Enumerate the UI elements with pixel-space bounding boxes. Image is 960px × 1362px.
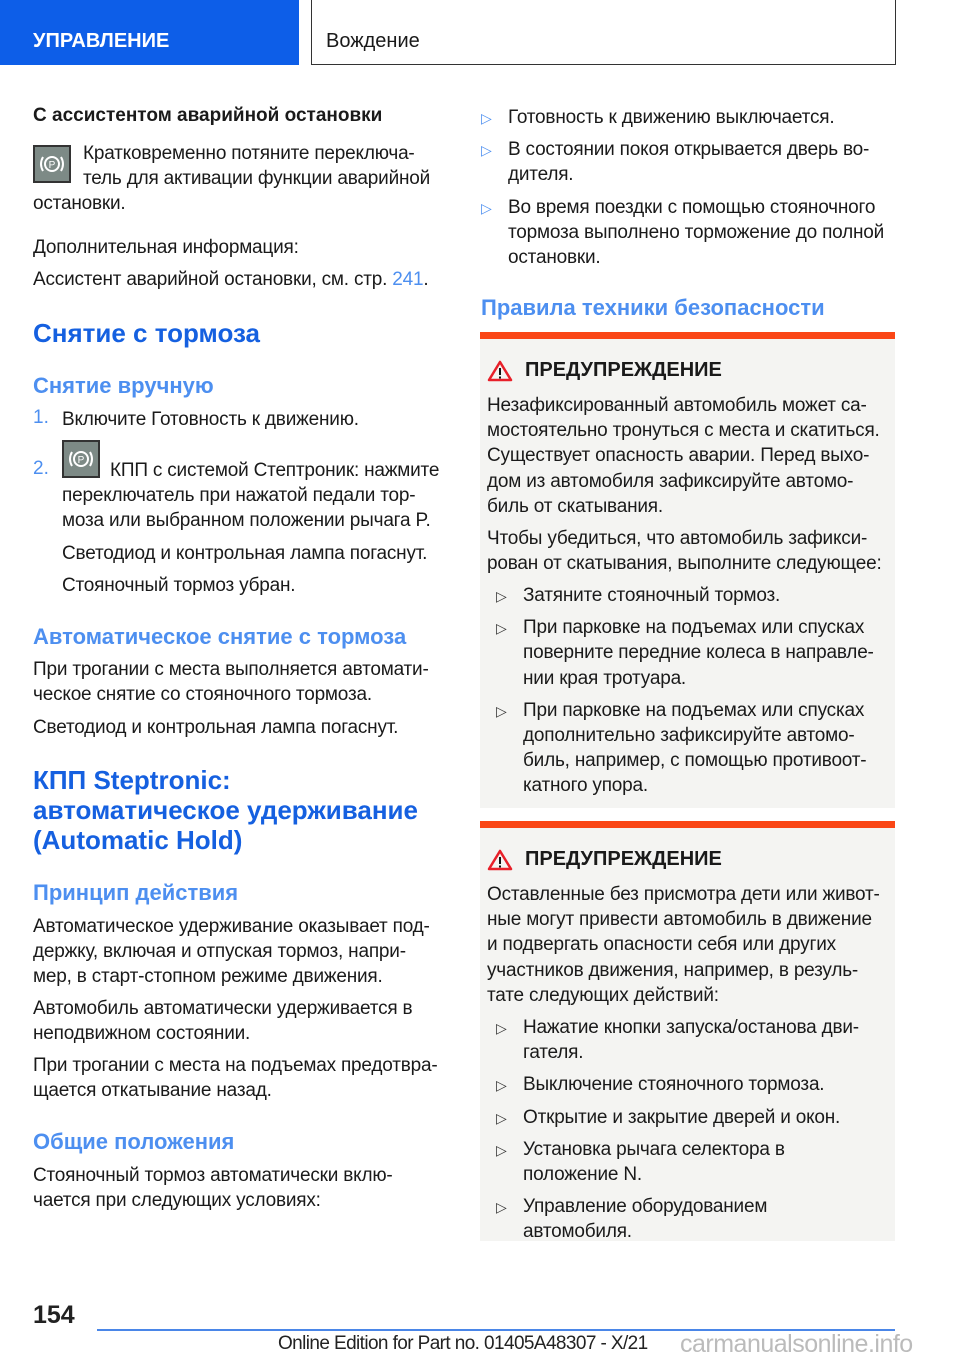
list-item — [496, 1194, 859, 1244]
text-line: биль, например, с помощью противоот- — [523, 750, 867, 772]
text-line: и подвергать опасности себя или других — [487, 934, 836, 956]
text-line: Автоматическое удерживание оказывает под- — [33, 916, 430, 937]
bullet-triangle-icon: ▷ — [496, 1020, 507, 1036]
text-line: Чтобы убедиться, что автомобиль зафикси- — [487, 528, 868, 549]
text-line: ческое снятие со стояночного тормоза. — [33, 684, 372, 706]
principle-text — [33, 996, 412, 1046]
auto-hold-heading — [33, 765, 418, 855]
bullet-triangle-icon: ▷ — [481, 142, 492, 159]
text-line: При трогании с места выполняется автомати- — [33, 659, 429, 680]
list-item — [496, 1105, 859, 1130]
list-item — [496, 1072, 859, 1097]
bullet-triangle-icon: ▷ — [496, 620, 507, 637]
text-line: КПП с системой Стептроник: нажмите — [110, 460, 440, 481]
text-line: В состоянии покоя открывается дверь во- — [508, 139, 870, 161]
warning-title: ПРЕДУПРЕЖДЕНИЕ — [525, 359, 722, 381]
text-line: Стояночный тормоз автоматически вклю- — [33, 1165, 393, 1186]
warning-header — [487, 359, 722, 382]
bullet-triangle-icon: ▷ — [481, 199, 492, 216]
text-line: Затяните стояночный тормоз. — [523, 585, 781, 606]
general-heading: Общие положения — [33, 1129, 235, 1154]
auto-release-note: Светодиод и контрольная лампа погаснут. — [33, 717, 399, 738]
warning-title: ПРЕДУПРЕЖДЕНИЕ — [525, 848, 722, 870]
principle-text — [33, 1053, 437, 1103]
section-tab: УПРАВЛЕНИЕ — [0, 0, 299, 65]
text-line: При трогании с места на подъемах предотвра- — [33, 1055, 438, 1076]
warning-box — [480, 339, 895, 808]
release-heading: Снятие с тормоза — [33, 318, 261, 348]
list-item — [481, 105, 901, 130]
step-2-note: Светодиод и контрольная лампа погаснут. — [62, 543, 428, 564]
svg-text:P: P — [48, 160, 56, 171]
text-line: Во время поездки с помощью стояночного — [508, 196, 876, 218]
list-item — [496, 1137, 859, 1187]
text-line: участников движения, например, в резуль- — [487, 959, 859, 981]
bullet-triangle-icon: ▷ — [496, 1077, 507, 1094]
text-line: Существует опасность аварии. Перед выхо- — [487, 445, 870, 467]
text-line: ные могут привести автомобиль в движение — [487, 909, 872, 931]
text-line: Нажатие кнопки запуска/останова дви- — [523, 1017, 859, 1038]
text-line: Оставленные без присмотра дети или живот- — [487, 884, 880, 905]
warning-header — [487, 848, 722, 871]
warning-text — [487, 526, 882, 576]
text-line: мостоятельно тронуться с места и скатиться. — [487, 420, 880, 442]
warning-list — [496, 583, 874, 806]
text-line: мер, в старт-стопном режиме движения. — [33, 966, 383, 988]
bullet-triangle-icon: ▷ — [496, 702, 507, 719]
text-line: Управление оборудованием — [523, 1196, 768, 1218]
text-line: При парковке на подъемах или спусках — [523, 699, 865, 721]
text-line: щается откатывание назад. — [33, 1080, 272, 1102]
principle-heading: Принцип действия — [33, 880, 239, 905]
text-line: КПП Steptronic: — [33, 765, 231, 795]
text-line: тате следующих действий: — [487, 984, 719, 1006]
bullet-triangle-icon: ▷ — [496, 1109, 507, 1126]
edition-text: Online Edition for Part no. 01405A48307 - X/21 — [278, 1333, 648, 1354]
text-line: Автомобиль автоматически удерживается в — [33, 998, 413, 1019]
warning-text — [487, 882, 880, 1008]
reference-text — [33, 267, 428, 292]
text-line: положение N. — [523, 1164, 642, 1186]
text-line: дом из автомобиля зафиксируйте автомо- — [487, 470, 854, 492]
auto-release-text — [33, 657, 429, 707]
step-2-text — [62, 458, 439, 534]
list-item — [481, 195, 901, 271]
bullet-triangle-icon: ▷ — [496, 1141, 507, 1158]
text-line: Кратковременно потяните переключа- — [83, 143, 415, 164]
warning-text — [487, 393, 880, 519]
list-item — [496, 698, 874, 799]
svg-text:P: P — [77, 455, 85, 466]
warning-list — [496, 1015, 859, 1252]
text-line: рован от скатывания, выполните следующее: — [487, 553, 882, 575]
text-line: (Automatic Hold) — [33, 825, 243, 855]
chapter-title: Вождение — [311, 0, 896, 65]
text-line: катного упора. — [523, 775, 648, 797]
page-link[interactable]: 241 — [392, 269, 424, 290]
text-line: дителя. — [508, 164, 574, 186]
auto-release-heading: Автоматическое снятие с тормоза — [33, 624, 407, 649]
step-2-note: Стояночный тормоз убран. — [62, 575, 296, 596]
step-number: 2. — [33, 458, 49, 479]
general-text — [33, 1163, 393, 1213]
watermark: carmanualsonline.info — [680, 1330, 913, 1358]
text-line: нии края тротуара. — [523, 667, 687, 689]
text-line: тель для активации функции аварийной — [83, 168, 431, 190]
text-line: Открытие и закрытие дверей и окон. — [523, 1106, 841, 1128]
list-item — [481, 137, 901, 187]
step-1-text: Включите Готовность к движению. — [62, 409, 359, 430]
list-item — [496, 615, 874, 691]
principle-text — [33, 914, 430, 990]
text-line: При парковке на подъемах или спусках — [523, 617, 865, 639]
bullet-triangle-icon: ▷ — [496, 1199, 507, 1216]
text-line: переключатель при нажатой педали тор- — [62, 485, 416, 507]
text-line: Готовность к движению выключается. — [508, 107, 835, 128]
text-line: гателя. — [523, 1042, 584, 1064]
text-line: тормоза выполнено торможение до полной — [508, 221, 885, 243]
text-line: моза или выбранном положении рычага P. — [62, 510, 431, 532]
list-item — [496, 1015, 859, 1065]
step-number: 1. — [33, 407, 49, 428]
manual-heading: Снятие вручную — [33, 373, 214, 398]
text-line: остановки. — [33, 193, 126, 215]
emergency-text — [33, 141, 453, 217]
warning-bar — [480, 821, 895, 828]
text-line: чается при следующих условиях: — [33, 1190, 321, 1212]
text-line: биль от скатывания. — [487, 495, 663, 517]
text-line: остановки. — [508, 247, 601, 269]
bullet-triangle-icon: ▷ — [481, 110, 492, 126]
text-line: автомобиля. — [523, 1221, 632, 1243]
period: . — [423, 269, 429, 290]
text-line: держку, включая и отпуская тормоз, напри- — [33, 941, 406, 963]
text-line: дополнительно зафиксируйте автомо- — [523, 725, 855, 747]
warning-bar — [480, 332, 895, 339]
page-number: 154 — [33, 1301, 75, 1329]
text-line: Установка рычага селектора в — [523, 1138, 785, 1160]
warning-box — [480, 828, 895, 1241]
text-line: Незафиксированный автомобиль может са- — [487, 395, 867, 416]
reference-label: Ассистент аварийной остановки, см. стр. — [33, 269, 393, 290]
text-line: неподвижном состоянии. — [33, 1023, 251, 1045]
warning-triangle-icon — [487, 360, 513, 382]
text-line: поверните передние колеса в направле- — [523, 642, 874, 664]
warning-triangle-icon — [487, 849, 513, 871]
text-line: автоматическое удерживание — [33, 795, 418, 825]
bullet-triangle-icon: ▷ — [496, 588, 507, 604]
emergency-heading: С ассистентом аварийной остановки — [33, 105, 383, 126]
list-item — [496, 583, 874, 608]
safety-heading: Правила техники безопасности — [481, 295, 825, 320]
text-line: Выключение стояночного тормоза. — [523, 1074, 825, 1096]
conditions-list — [481, 105, 901, 277]
more-info-label: Дополнительная информация: — [33, 237, 299, 258]
